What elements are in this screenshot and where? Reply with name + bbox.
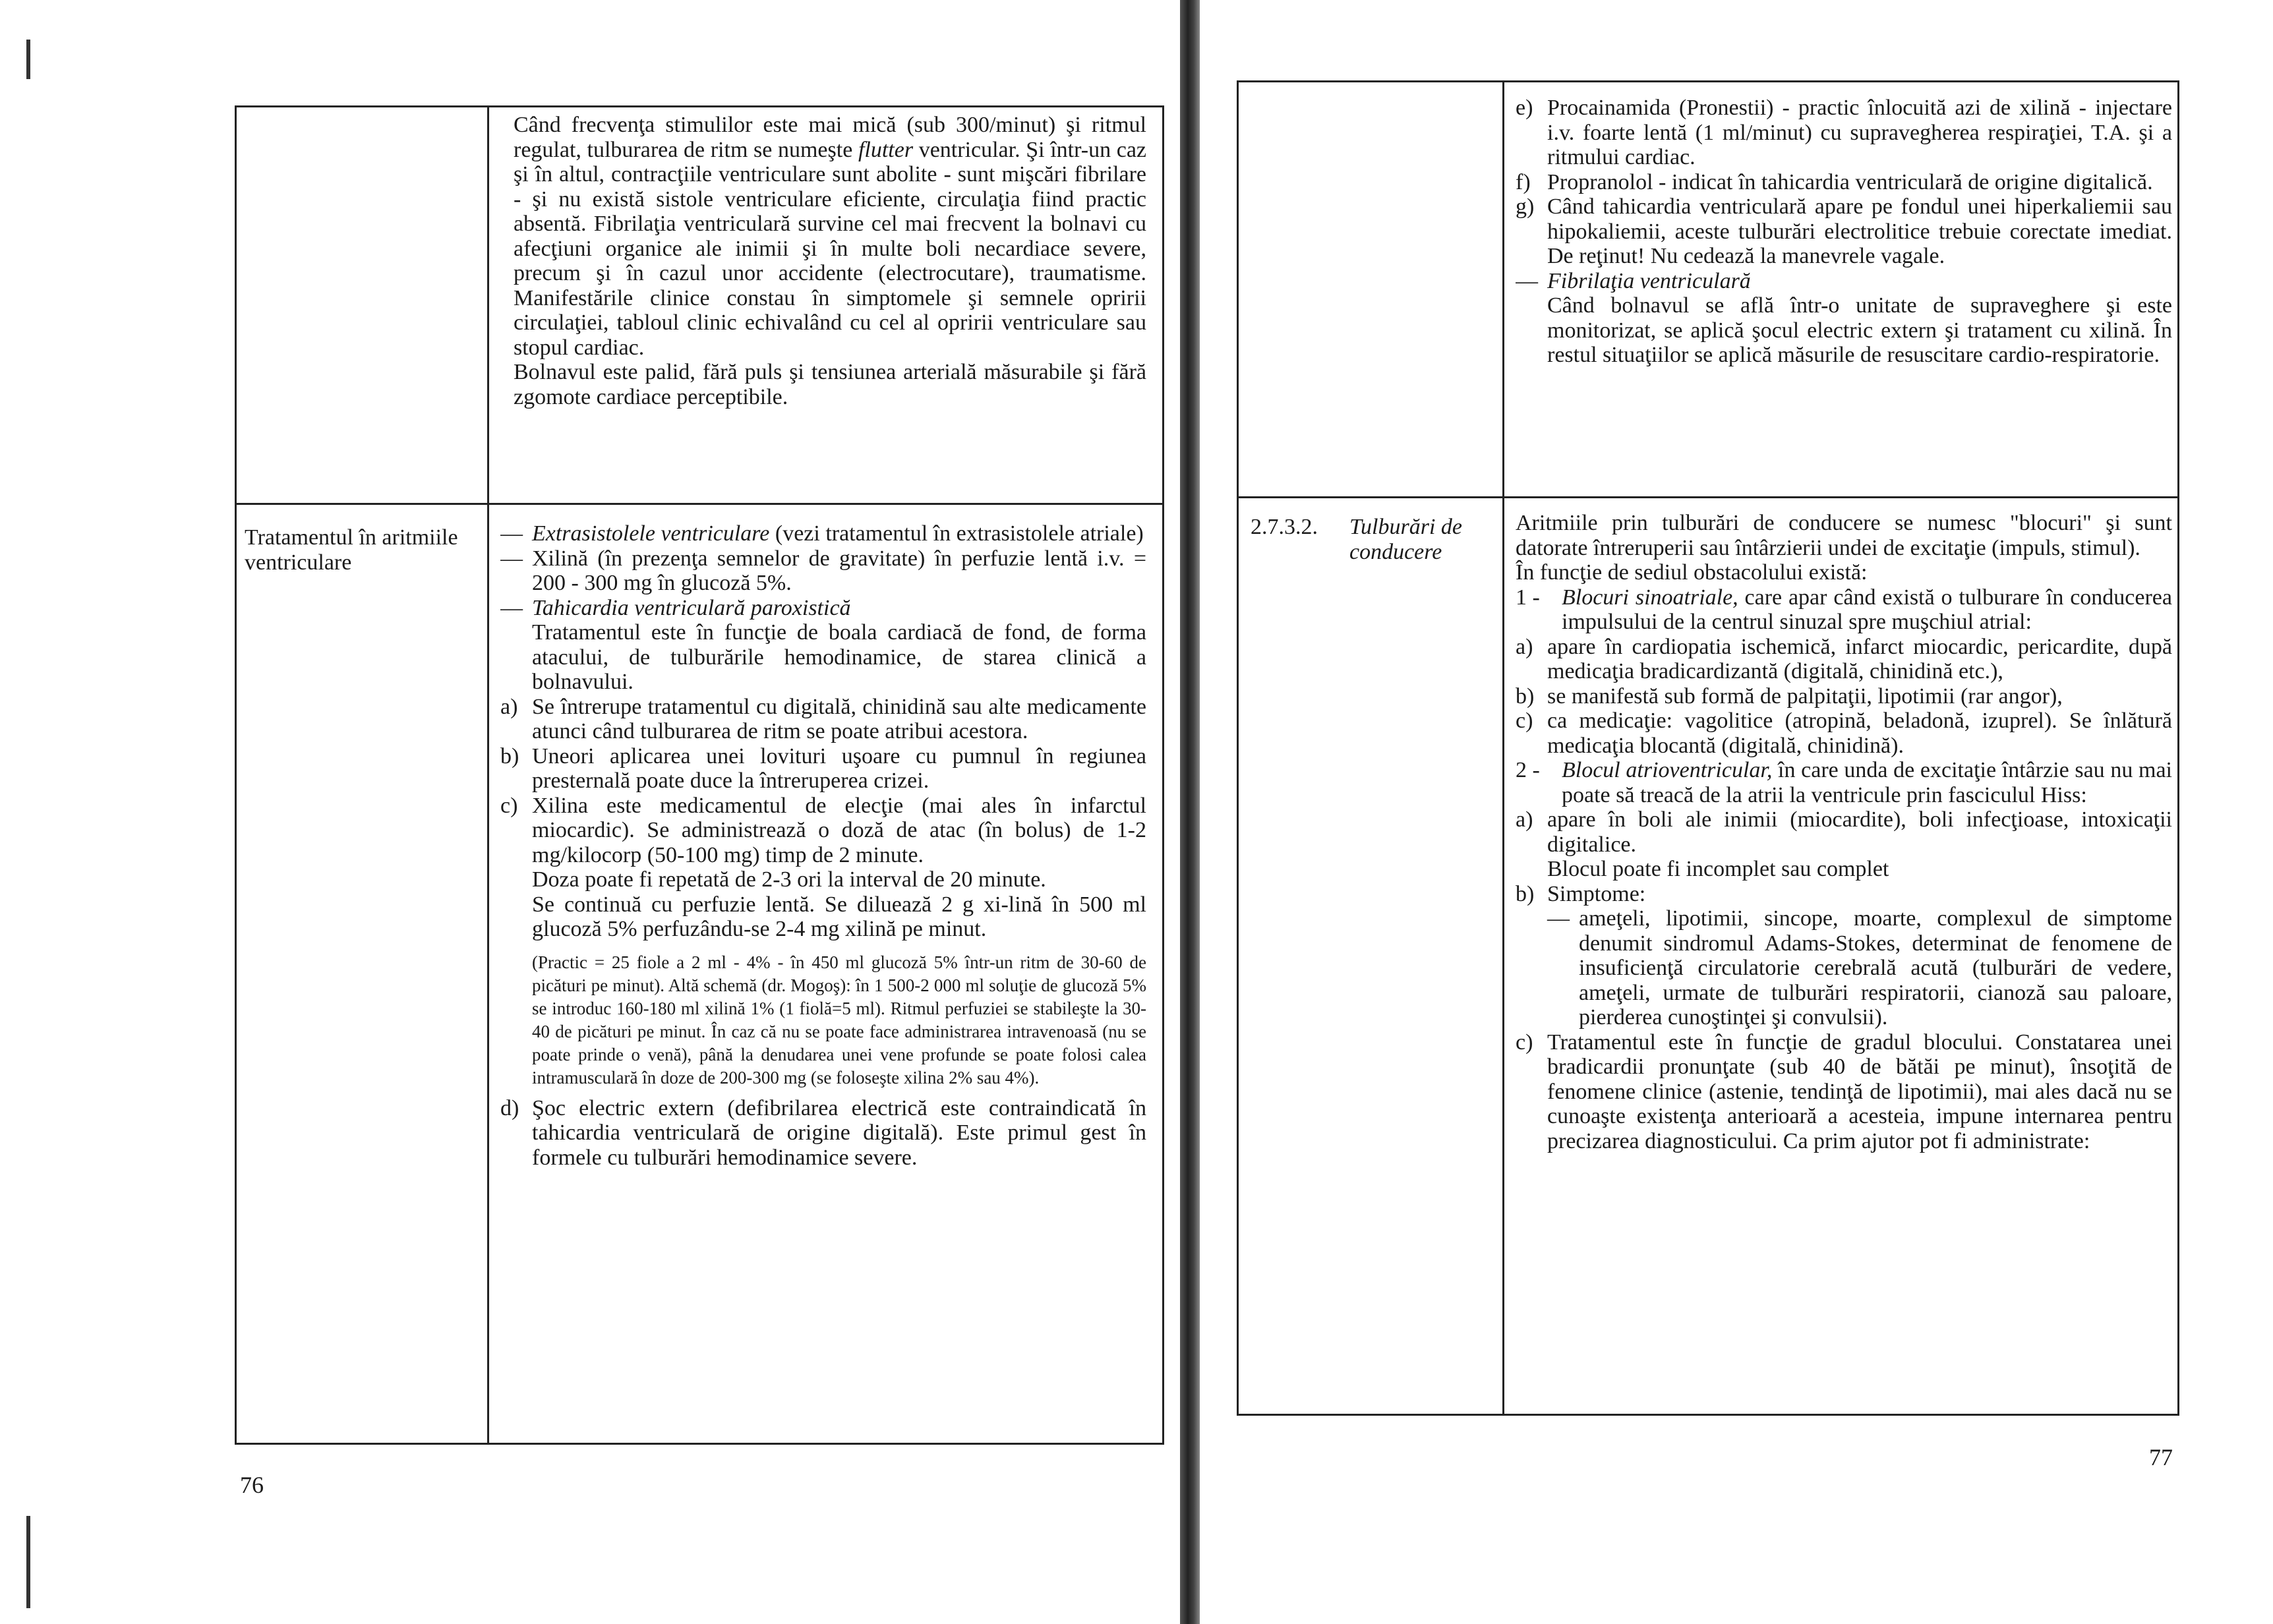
paragraph: Se continuă cu perfuzie lentă. Se diluează 2 g xi-lină în 500 ml glucoză 5% perfuzându-se 2-4 mg xilină pe minut. [532, 892, 1146, 941]
top-right-cell [514, 113, 1146, 502]
binding-mark [26, 40, 30, 79]
paragraph: Când frecvenţa stimulilor este mai mică (sub 300/minut) şi ritmul regulat, tulburarea de ritm se numeşte flutter ventricular. Şi într-un caz şi în altul, contracţiile ventriculare sunt abolite - sunt mişcări fibrilare - şi nu există sistole ventriculare eficiente, circulaţia fiind practic absentă. Fibrilaţia ventriculară survine cel mai frecvent la bolnavi cu afecţiuni organice ale inimii şi în multe boli necardiace severe, precum şi în cazul unor accidente (electrocutare), traumatisme. Manifestările clinice constau în simptomele şi semnele opririi circulaţiei, tabloul clinic echivalând cu cel al opririi ventriculare sau stopul cardiac. [514, 113, 1146, 360]
book-gutter [1180, 0, 1200, 1624]
list-item: — Tahicardia ventriculară paroxistică [500, 595, 851, 620]
list-item: a) Se întrerupe tratamentul cu digitală, chinidină sau alte medicamente atunci când tulburarea de ritm se poate atribui acestora. [500, 694, 1146, 743]
binding-mark [26, 1516, 30, 1608]
list-item: — Xilină (în prezenţa semnelor de gravitate) în perfuzie lentă i.v. = 200 - 300 mg în glucoză 5%. [500, 546, 1146, 595]
bottom-right-cell [500, 521, 1146, 1444]
paragraph: Doza poate fi repetată de 2-3 ori la interval de 20 minute. [532, 867, 1046, 892]
section-label [1251, 515, 1494, 647]
paragraph: Când bolnavul se află într-o unitate de supraveghere şi este monitorizat, se aplică şocul electric extern şi tratament cu xilină. În restul situaţiilor se aplică măsurile de resuscitare cardio-respiratorie. [1547, 293, 2172, 367]
list-item: b) se manifestă sub formă de palpitaţii, lipotimii (rar angor), [1516, 683, 2063, 709]
list-item: d) Şoc electric extern (defibrilarea electrică este contraindicată în tahicardia ventriculară de origine digitală). Este primul gest în formele cu tulburări hemodinamice severe. [500, 1095, 1146, 1170]
row-label: Tratamentul în aritmiile ventriculare [245, 525, 458, 575]
section-title: Tulburări de conducere [1349, 515, 1462, 564]
subheading: Fibrilaţia ventriculară [1547, 268, 1751, 293]
page-number: 76 [240, 1472, 264, 1498]
column-divider [487, 107, 489, 1443]
bottom-right-cell [1516, 511, 2172, 1414]
left-table [235, 105, 1164, 1445]
right-page [1200, 0, 2273, 1624]
page-number: 77 [2149, 1444, 2173, 1470]
paragraph: Blocul poate fi incomplet sau complet [1547, 857, 1889, 881]
list-item: — Extrasistolele ventriculare (vezi tratamentul în extrasistolele atriale) [500, 521, 1144, 546]
paragraph: Bolnavul este palid, fără puls şi tensiunea arterială măsurabile şi fără zgomote cardiace perceptibile. [514, 360, 1146, 409]
list-item: a) apare în boli ale inimii (miocardite), boli infecţioase, intoxicaţii digitalice. [1516, 807, 2172, 857]
column-divider [1502, 82, 1504, 1414]
list-item: c) ca medicaţie: vagolitice (atropină, beladonă, izuprel). Se înlătură medicaţia blocantă (digitală, chinidină). [1516, 709, 2172, 758]
right-table [1237, 80, 2179, 1416]
row-divider [1239, 496, 2177, 498]
row-divider [237, 503, 1162, 505]
list-item: — Fibrilaţia ventriculară [1516, 268, 1751, 293]
section-number: 2.7.3.2. [1251, 515, 1318, 539]
list-item: — ameţeli, lipotimii, sincope, moarte, complexul de simptome denumit sindromul Adams-Stokes, determinat de fenomene de insuficienţă circulatorie cerebrală acută (tulburări de vedere, ameţeli, urmate de tulburări respiratorii, cianoză sau paloare, pierderea cunoştinţei şi convulsii). [1547, 906, 2172, 1030]
paragraph: În funcţie de sediul obstacolului există: [1516, 560, 1868, 585]
list-item: g) Când tahicardia ventriculară apare pe fondul unei hiperkaliemii sau hipokaliemii, aceste tulburări electrolitice trebuie corectate imediat. De reţinut! Nu cedează la manevrele vagale. [1516, 194, 2172, 268]
paragraph: Aritmiile prin tulburări de conducere se numesc "blocuri" şi sunt datorate întreruperii sau întârzierii undei de excitaţie (impuls, stimul). [1516, 511, 2172, 560]
list-item: f) Propranolol - indicat în tahicardia ventriculară de origine digitalică. [1516, 169, 2153, 194]
list-item: a) apare în cardiopatia ischemică, infarct miocardic, pericardite, după medicaţia bradicardizantă (digitală, chinidină etc.), [1516, 634, 2172, 683]
paragraph: Tratamentul este în funcţie de boala cardiacă de fond, de forma atacului, de tulburările hemodinamice, de starea clinică a bolnavului. [532, 620, 1146, 694]
list-item: 1 - Blocuri sinoatriale, care apar când există o tulburare în conducerea impulsului de la centrul sinuzal spre muşchiul atrial: [1516, 585, 2172, 634]
list-item: 2 - Blocul atrioventricular, în care unda de excitaţie întârzie sau nu mai poate să treacă de la atrii la ventricule prin fasciculul Hiss: [1516, 758, 2172, 807]
top-right-cell [1516, 96, 2172, 491]
small-note: (Practic = 25 fiole a 2 ml - 4% - în 450 ml glucoză 5% într-un ritm de 30-60 de picături pe minut). Altă schemă (dr. Mogoş): în 1 500-2 000 ml soluţie de glucoză 5% se introduc 160-180 ml xilină 1% (1 fiolă=5 ml). Ritmul perfuziei se stabileşte la 30-40 de picături pe minut. În caz că nu se poate face administrarea intravenoasă (nu se poate prinde o venă), până la denudarea unei vene profunde se poate folosi calea intramusculară în doze de 200-300 mg (se foloseşte xilina 2% sau 4%). [532, 952, 1146, 1088]
list-item: b) Simptome: [1516, 881, 1646, 906]
list-item: c) Tratamentul este în funcţie de gradul blocului. Constatarea unei bradicardii pronunţate (sub 40 de bătăi pe minut), însoţită de fenomene clinice (astenie, tendinţă de lipotimii), mai ales dacă nu se cunoaşte existenţa anterioară a acesteia, impune internarea pentru precizarea diagnosticului. Ca prim ajutor pot fi administrate: [1516, 1030, 2172, 1153]
list-item: c) Xilina este medicamentul de elecţie (mai ales în infarctul miocardic). Se administrează o doză de atac (în bolus) de 1-2 mg/kilocorp (50-100 mg) timp de 2 minute. [500, 793, 1146, 867]
list-item: e) Procainamida (Pronestii) - practic înlocuită azi de xilină - injectare i.v. foarte lentă (1 ml/minut) cu supravegherea respiraţiei, T.A. şi a ritmului cardiac. [1516, 96, 2172, 169]
list-item: b) Uneori aplicarea unei lovituri uşoare cu pumnul în regiunea presternală poate duce la întreruperea crizei. [500, 743, 1146, 793]
